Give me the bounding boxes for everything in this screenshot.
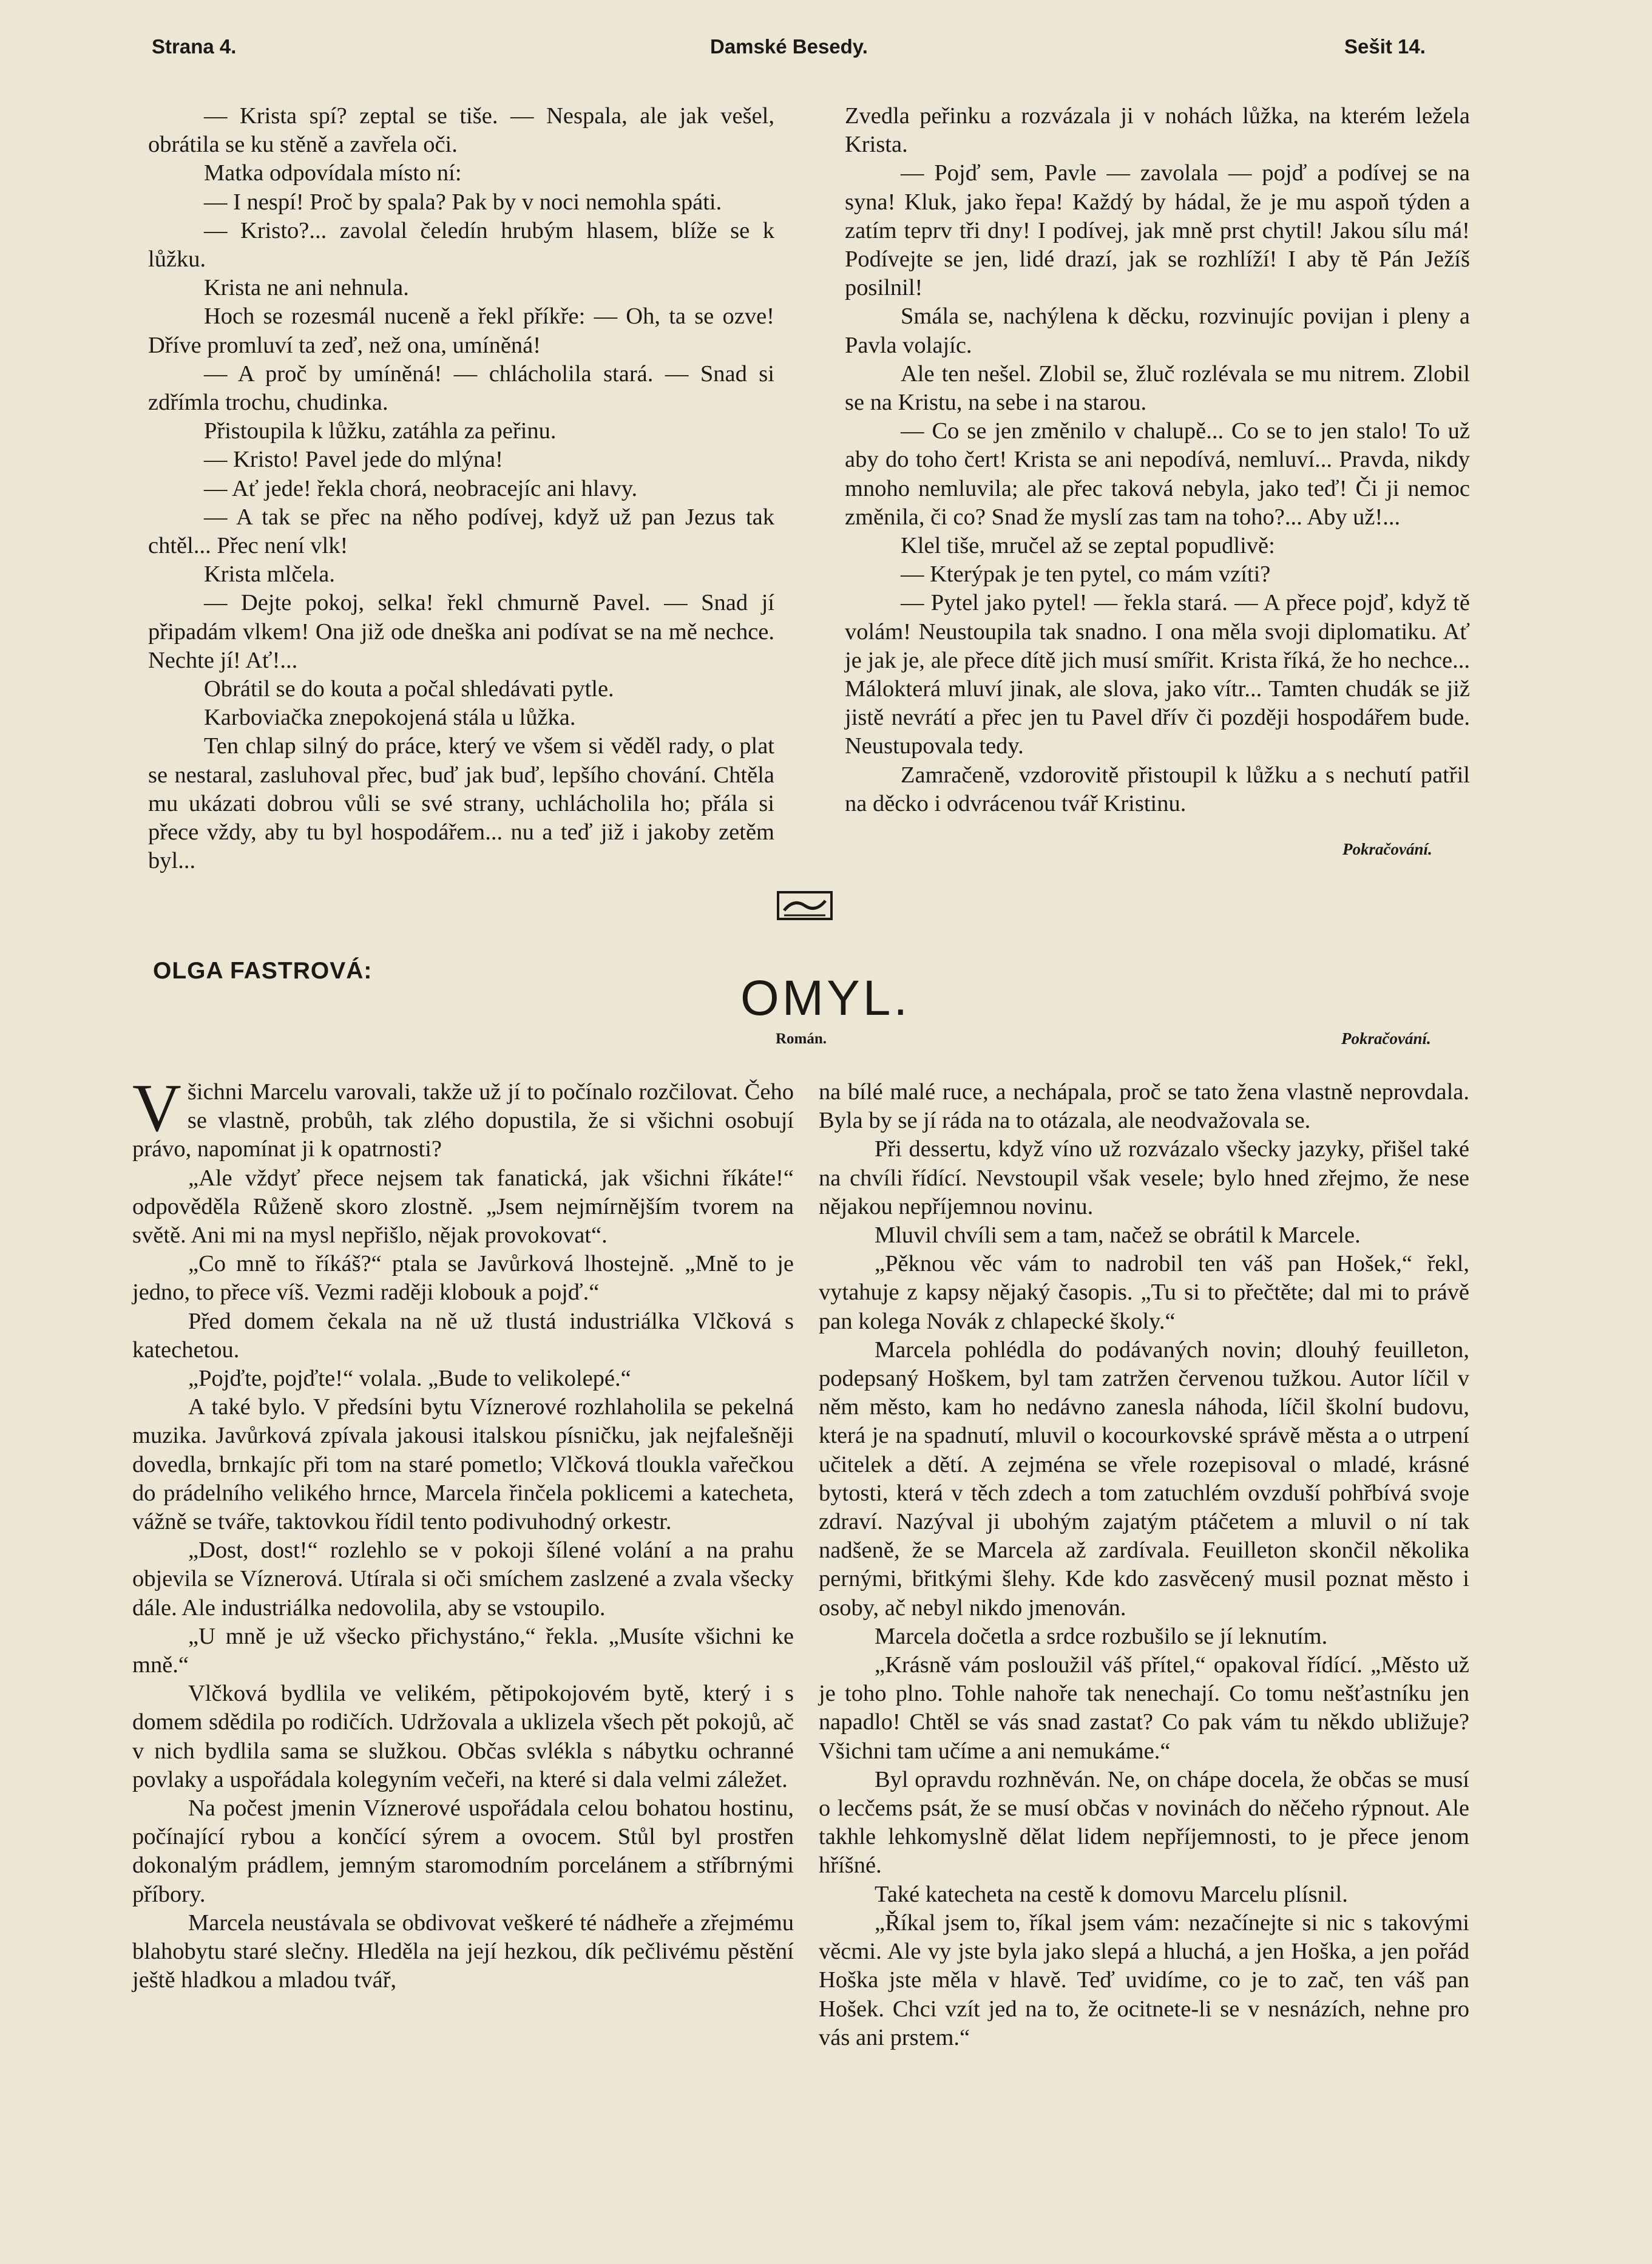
paragraph: Ten chlap silný do práce, který ve všem si věděl rady, o plat se nestaral, zasluhoval přec, buď jak buď, lepšího chování. Chtěla mu ukázati dobrou vůli se své strany, uchlácholila ho; přála si přece vždy, aby tu byl hospodářem... nu a teď již i jakoby zetěm byl... bbox=[148, 733, 774, 874]
paragraph: Klel tiše, mručel až se zeptal popudlivě: bbox=[901, 533, 1275, 559]
ornament-icon bbox=[776, 890, 834, 921]
paragraph: — Kristo! Pavel jede do mlýna! bbox=[204, 447, 503, 473]
paragraph: „Říkal jsem to, říkal jsem vám: nezačínejte si nic s takovými věcmi. Ale vy jste byla jako slepá a hluchá, a jen Hoška, a jen pořád Hoška jste měla v hlavě. Teď uvidíme, co je to zač, ten váš pan Hošek. Chci vzít jed na to, že ocitnete-li se v nesnázích, nehne pro vás ani prstem.“ bbox=[819, 1910, 1469, 2050]
paragraph bbox=[132, 1071, 794, 1164]
paragraph: Krista mlčela. bbox=[204, 561, 335, 588]
paragraph: — Pojď sem, Pavle — zavolala — pojď a podívej se na syna! Kluk, jako řepa! Každý by hádal, že je mu aspoň týden a zatím teprv tři dny! I podívej, jak mně prst chytil! Jakou sílu má! Podívejte se jen, lidé drazí, jak se rozhlíží! I aby tě Pán Ježíš posilnil! bbox=[845, 160, 1470, 301]
continued-note: Pokračování. bbox=[1341, 1029, 1431, 1048]
paragraph: — Pytel jako pytel! — řekla stará. — A přece pojď, když tě volám! Neustoupila tak snadno. I ona měla svoji diplomatiku. Ať je jak je, ale přece dítě jich musí smířit. Krista říká, že ho nechce... Málokterá mluví jinak, ale slova, jako vítr... Tamten chudák se již jistě nevrátí a přec jen tu Pavel dřív či později hospodářem bude. Neustupovala tedy. bbox=[845, 590, 1470, 759]
paragraph: — Kristo?... zavolal čeledín hrubým hlasem, blíže se k lůžku. bbox=[148, 217, 774, 273]
paragraph: Obrátil se do kouta a počal shledávati pytle. bbox=[204, 676, 614, 702]
paragraph: Byl opravdu rozhněván. Ne, on chápe docela, že občas se musí o lecčems psát, že se musí občas v novinách do něčeho rýpnout. Ale takhle lehkomyslně dělat lidem nepříjemnosti, to je přece jenom hříšné. bbox=[819, 1766, 1469, 1879]
paragraph: Před domem čekala na ně už tlustá industriálka Vlčková s katechetou. bbox=[132, 1308, 794, 1363]
story-left-column bbox=[132, 1071, 794, 1995]
paragraph: — I nespí! Proč by spala? Pak by v noci nemohla spáti. bbox=[204, 189, 722, 215]
paragraph: „Co mně to říkáš?“ ptala se Javůrková lhostejně. „Mně to je jedno, to přece víš. Vezmi raději klobouk a pojď.“ bbox=[132, 1251, 794, 1306]
paragraph: Také katecheta na cestě k domovu Marcelu plísnil. bbox=[875, 1881, 1348, 1907]
paragraph: — Co se jen změnilo v chalupě... Co se to jen stalo! To už aby do toho čert! Krista se ani nepodívá, nemluví... Pravda, nikdy mnoho nemluvila; ale přec taková nebyla, jako teď! Či ji nemoc změnila, či co? Snad že myslí zas tam na toho?... Aby už!... bbox=[845, 418, 1470, 530]
issue-number: Sešit 14. bbox=[1344, 35, 1426, 58]
paragraph: „Pěknou věc vám to nadrobil ten váš pan Hošek,“ řekl, vytahuje z kapsy nějaký časopis. „Tu si to přečtěte; dal mi to právě pan kolega Novák z chlapecké školy.“ bbox=[819, 1251, 1469, 1334]
story-right-column bbox=[819, 1078, 1469, 2052]
paragraph: Marcela dočetla a srdce rozbušilo se jí leknutím. bbox=[875, 1623, 1328, 1649]
magazine-title: Damské Besedy. bbox=[710, 35, 868, 58]
paragraph: Mluvil chvíli sem a tam, načež se obrátil k Marcele. bbox=[875, 1222, 1361, 1249]
paragraph: Vlčková bydlila ve velikém, pětipokojovém bytě, který i s domem sdědila po rodičích. Udržovala a uklizela všech pět pokojů, ač v nich bydlila sama se služkou. Občas svlékla s nábytku ochranné povlaky a uspořádala kolegyním večeři, na které si dala velmi záležet. bbox=[132, 1681, 794, 1792]
paragraph: „U mně je už všecko přichystáno,“ řekla. „Musíte všichni ke mně.“ bbox=[132, 1623, 794, 1678]
paragraph: Krista ne ani nehnula. bbox=[204, 275, 409, 301]
paragraph: „Pojďte, pojďte!“ volala. „Bude to velikolepé.“ bbox=[188, 1366, 631, 1392]
paragraph: — A proč by umíněná! — chlácholila stará. — Snad si zdřímla trochu, chudinka. bbox=[148, 361, 774, 416]
paragraph: Karboviačka znepokojená stála u lůžka. bbox=[204, 705, 576, 731]
paragraph-text: šichni Marcelu varovali, takže už jí to počínalo rozčilovat. Čeho se vlastně, probůh, tak zlého dopustila, že si všichni osobují právo, napomínat ji k opatrnosti? bbox=[132, 1079, 794, 1162]
paragraph: — Dejte pokoj, selka! řekl chmurně Pavel. — Snad jí připadám vlkem! Ona již ode dneška ani podívat se na mě nechce. Nechte jí! Ať!... bbox=[148, 590, 774, 673]
paragraph: Marcela neustávala se obdivovat veškeré té nádheře a zřejmému blahobytu staré slečny. Hleděla na její hezkou, dík pečlivému pěstění ještě hladkou a mladou tvář, bbox=[132, 1910, 794, 1993]
paragraph: A také bylo. V předsíni bytu Víznerové rozhlaholila se pekelná muzika. Javůrková zpívala jakousi italskou písničku, jak nejfalešněji dovedla, brnkajíc při tom na staré pometlo; Vlčková tloukla vařečkou do prádelního velikého hrnce, Marcela řinčela poklicemi a katecheta, vážně se tváře, taktovkou řídil tento podivuhodný orkestr. bbox=[132, 1394, 794, 1535]
paragraph: Při dessertu, když víno už rozvázalo všecky jazyky, přišel také na chvíli řídící. Nevstoupil však vesele; bylo hned zřejmo, že nese nějakou nepříjemnou novinu. bbox=[819, 1136, 1469, 1219]
paragraph: „Ale vždyť přece nejsem tak fanatická, jak všichni říkáte!“ odpověděla Růženě skoro zlostně. „Jsem nejmírnějším tvorem na světě. Ani mi na mysl nepřišlo, nějak provokovat“. bbox=[132, 1165, 794, 1249]
paragraph: — Kterýpak je ten pytel, co mám vzíti? bbox=[901, 561, 1271, 588]
top-article-left-column bbox=[148, 102, 774, 875]
story-author: OLGA FASTROVÁ: bbox=[153, 958, 373, 984]
paragraph: Marcela pohlédla do podávaných novin; dlouhý feuilleton, podepsaný Hoškem, byl tam zatržen červenou tužkou. Autor líčil v něm město, kam ho nedávno zanesla náhoda, líčil školní budovu, která je na spadnutí, mluvil o kocourkovské správě města a o utrpení učitelek a dětí. A zejména se vřele rozepisoval o mladé, krásné bytosti, která v těch zdech a tom zatuchlém ovzduší pohřbívá svoje zdraví. Nazýval ji ubohým zajatým ptáčetem a mluvil o ní tak nadšeně, že se Marcela až zardívala. Feuilleton skončil několika pernými, břitkými šlehy. Kde kdo zasvěcený musil poznat město i osoby, ač nebyl nikdo jmenován. bbox=[819, 1337, 1469, 1621]
paragraph: „Krásně vám posloužil váš přítel,“ opakoval řídící. „Město už je toho plno. Tohle nahoře tak nenechají. Co tomu nešťastníku jen napadlo! Chtěl se vás snad zastat? Co pak vám tu někdo ubližuje? Všichni tam učíme a ani nemukáme.“ bbox=[819, 1652, 1469, 1764]
paragraph: Přistoupila k lůžku, zatáhla za peřinu. bbox=[204, 418, 557, 444]
paragraph: — Ať jede! řekla chorá, neobracejíc ani hlavy. bbox=[204, 475, 638, 501]
paragraph: — A tak se přec na něho podívej, když už pan Jezus tak chtěl... Přec není vlk! bbox=[148, 504, 774, 559]
paragraph: Matka odpovídala místo ní: bbox=[204, 160, 462, 186]
paragraph: Smála se, nachýlena k děcku, rozvinujíc povijan i pleny a Pavla volajíc. bbox=[845, 303, 1470, 358]
paragraph: Ale ten nešel. Zlobil se, žluč rozlévala se mu nitrem. Zlobil se na Kristu, na sebe i na starou. bbox=[845, 361, 1470, 416]
paragraph: Zamračeně, vzdorovitě přistoupil k lůžku a s nechutí patřil na děcko i odvrácenou tvář Kristinu. bbox=[845, 762, 1470, 816]
story-title: OMYL. bbox=[740, 971, 911, 1026]
paragraph: „Dost, dost!“ rozlehlo se v pokoji šílené volání a na prahu objevila se Víznerová. Utírala si oči smíchem zaslzené a zvala všecky dále. Ale industriálka nedovolila, aby se vstoupilo. bbox=[132, 1537, 794, 1621]
drop-cap: V bbox=[132, 1071, 181, 1146]
paragraph: Zvedla peřinku a rozvázala ji v nohách lůžka, na kterém ležela Krista. bbox=[845, 103, 1470, 158]
continued-note: Pokračování. bbox=[1342, 840, 1432, 858]
paragraph: Na počest jmenin Víznerové uspořádala celou bohatou hostinu, počínající rybou a končící sýrem a ovocem. Stůl byl prostřen dokonalým prádlem, jemným staromodním porcelánem a stříbrnými příbory. bbox=[132, 1795, 794, 1907]
story-subtitle: Román. bbox=[776, 1031, 827, 1047]
paragraph: Hoch se rozesmál nuceně a řekl příkře: — Oh, ta se ozve! Dříve promluví ta zeď, než ona, umíněná! bbox=[148, 303, 774, 358]
paragraph: — Krista spí? zeptal se tiše. — Nespala, ale jak vešel, obrátila se ku stěně a zavřela oči. bbox=[148, 103, 774, 158]
paragraph: na bílé malé ruce, a nechápala, proč se tato žena vlastně neprovdala. Byla by se jí ráda na to otázala, ale neodvažovala se. bbox=[819, 1079, 1469, 1134]
top-article-right-column bbox=[845, 102, 1470, 818]
page-number: Strana 4. bbox=[152, 35, 237, 58]
